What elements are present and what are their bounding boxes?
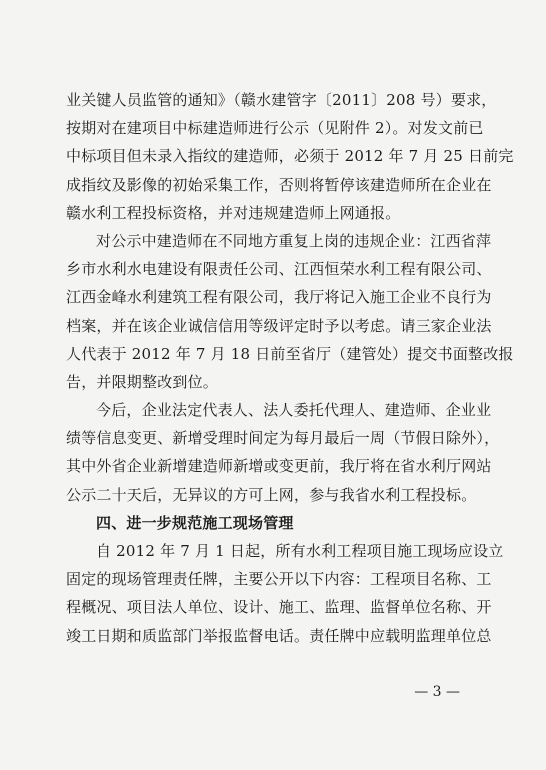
text-line: 江西金峰水利建筑工程有限公司，我厅将记入施工企业不良行为 [66, 288, 492, 307]
text-line: 公示二十天后，无异议的方可上网，参与我省水利工程投标。 [66, 485, 477, 504]
text-line: 竣工日期和质监部门举报监督电话。责任牌中应载明监理单位总 [66, 626, 492, 645]
text-line: 中标项目但未录入指纹的建造师，必须于 2012 年 7 月 25 日前完 [66, 147, 514, 166]
text-line: 对公示中建造师在不同地方重复上岗的违规企业：江西省萍 [96, 231, 492, 250]
page-number: — 3 — [414, 684, 460, 700]
text-line: 人代表于 2012 年 7 月 18 日前至省厅（建管处）提交书面整改报 [66, 344, 514, 363]
text-line: 绩等信息变更、新增受理时间定为每月最后一周（节假日除外）， [66, 429, 500, 448]
text-line: 档案，并在该企业诚信信用等级评定时予以考虑。请三家企业法 [66, 316, 492, 335]
text-line: 成指纹及影像的初始采集工作，否则将暂停该建造师所在企业在 [66, 175, 492, 194]
text-line: 按期对在建项目中标建造师进行公示（见附件 2）。对发文前已 [66, 119, 484, 138]
text-line: 告，并限期整改到位。 [66, 372, 219, 391]
text-line: 程概况、项目法人单位、设计、施工、监理、监督单位名称、开 [66, 598, 492, 617]
text-line: 业关键人员监管的通知》（赣水建管字〔2011〕208 号）要求， [66, 91, 497, 109]
text-line: 自 2012 年 7 月 1 日起，所有水利工程项目施工现场应设立 [96, 542, 504, 560]
text-line: 赣水利工程投标资格，并对违规建造师上网通报。 [66, 203, 401, 222]
text-line: 今后，企业法定代表人、法人委托代理人、建造师、企业业 [96, 401, 492, 420]
section-heading: 四、进一步规范施工现场管理 [96, 513, 294, 532]
text-line: 固定的现场管理责任牌，主要公开以下内容：工程项目名称、工 [66, 570, 492, 589]
text-line: 乡市水利水电建设有限责任公司、江西恒荣水利工程有限公司、 [66, 260, 492, 279]
body-text [66, 86, 514, 650]
text-line: 其中外省企业新增建造师新增或变更前，我厅将在省水利厅网站 [66, 457, 492, 476]
